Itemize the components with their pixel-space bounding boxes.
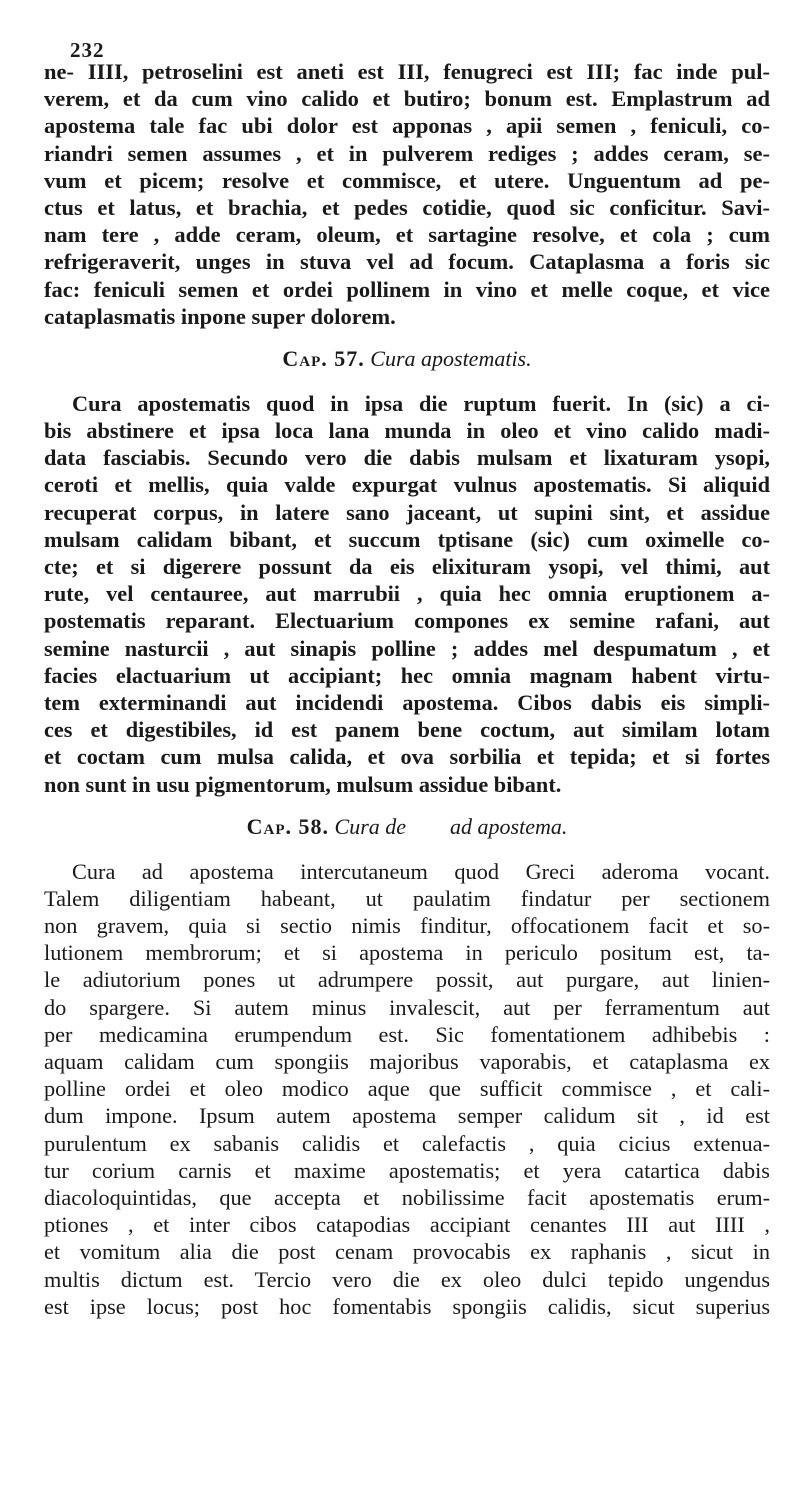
chapter-heading-58: [44, 812, 770, 842]
text-line: cataplasmatis inpone super dolorem.: [44, 303, 396, 329]
paragraph-3: [44, 858, 770, 1320]
chapter-label: Cap. 58.: [246, 813, 330, 839]
text-line: recuperat corpus, in latere sano jaceant, ut supini sint, et assidue: [44, 499, 770, 525]
text-line: polline ordei et oleo modico aque que sufficit commisce , et cali-: [44, 1076, 770, 1102]
text-line: et coctam cum mulsa calida, et ova sorbilia et tepida; et si fortes: [44, 744, 770, 770]
text-line: est ipse locus; post hoc fomentabis spongiis calidis, sicut superius: [44, 1293, 770, 1319]
text-line: semine nasturcii , aut sinapis polline ; addes mel despumatum , et: [44, 635, 770, 661]
text-line: Cura apostematis quod in ipsa die ruptum fuerit. In (sic) a ci-: [72, 390, 770, 416]
text-line: et vomitum alia die post cenam provocabis ex raphanis , sicut in: [44, 1239, 770, 1265]
text-line: vum et picem; resolve et commisce, et utere. Unguentum ad pe-: [44, 167, 770, 193]
text-line: facies elactuarium ut accipiant; hec omnia magnam habent virtu-: [44, 662, 770, 688]
text-line: apostema tale fac ubi dolor est apponas , apii semen , feniculi, co-: [44, 113, 770, 139]
text-line: tem exterminandi aut incidendi apostema. Cibos dabis eis simpli-: [44, 689, 770, 715]
text-line: le adiutorium pones ut adrumpere possit, aut purgare, aut linien-: [44, 967, 770, 993]
text-line: ne- IIII, petroselini est aneti est III, fenugreci est III; fac inde pul-: [44, 59, 770, 84]
text-line: rute, vel centauree, aut marrubii , quia hec omnia eruptionem a-: [44, 581, 770, 607]
paragraph-2: [44, 390, 770, 798]
text-line: non sunt in usu pigmentorum, mulsum assidue bibant.: [44, 771, 562, 797]
chapter-title: Cura de ad apostema.: [334, 813, 568, 839]
text-line: postematis reparant. Electuarium compones ex semine rafani, aut: [44, 608, 770, 634]
text-line: multis dictum est. Tercio vero die ex oleo dulci tepido ungendus: [44, 1266, 770, 1292]
chapter-heading-57: [44, 344, 770, 374]
paragraph-1: [44, 58, 770, 330]
text-line: per medicamina erumpendum est. Sic fomentationem adhibebis :: [44, 1021, 770, 1047]
text-line: non gravem, quia si sectio nimis finditur, offocationem facit et so-: [44, 913, 770, 939]
page-number: 232: [70, 38, 105, 62]
text-line: nam tere , adde ceram, oleum, et sartagine resolve, et cola ; cum: [44, 222, 770, 248]
text-line: lutionem membrorum; et si apostema in periculo positum est, ta-: [44, 940, 770, 966]
text-line: ptiones , et inter cibos catapodias accipiant cenantes III aut IIII ,: [44, 1212, 770, 1238]
text-line: ces et digestibiles, id est panem bene coctum, aut similam lotam: [44, 717, 770, 743]
text-line: ctus et latus, et brachia, et pedes cotidie, quod sic conficitur. Savi-: [44, 194, 770, 220]
text-line: dum impone. Ipsum autem apostema semper calidum sit , id est: [44, 1103, 770, 1129]
text-line: diacoloquintidas, que accepta et nobilissime facit apostematis erum-: [44, 1184, 770, 1210]
text-line: verem, et da cum vino calido et butiro; bonum est. Emplastrum ad: [44, 86, 770, 112]
text-line: aquam calidam cum spongiis majoribus vaporabis, et cataplasma ex: [44, 1049, 770, 1074]
text-line: Cura ad apostema intercutaneum quod Greci aderoma vocant.: [72, 858, 770, 884]
text-line: bis abstinere et ipsa loca lana munda in oleo et vino calido madi-: [44, 418, 770, 444]
text-line: riandri semen assumes , et in pulverem rediges ; addes ceram, se-: [44, 140, 770, 166]
chapter-title: Cura apostematis.: [370, 345, 532, 371]
text-line: refrigeraverit, unges in stuva vel ad focum. Cataplasma a foris sic: [44, 249, 770, 275]
text-line: fac: feniculi semen et ordei pollinem in vino et melle coque, et vice: [44, 276, 770, 302]
text-line: cte; et si digerere possunt da eis elixituram ysopi, vel thimi, aut: [44, 554, 770, 579]
text-line: do spargere. Si autem minus invalescit, aut per ferramentum aut: [44, 994, 770, 1020]
text-line: Talem diligentiam habeant, ut paulatim findatur per sectionem: [44, 885, 770, 911]
text-line: tur corium carnis et maxime apostematis; et yera catartica dabis: [44, 1157, 770, 1183]
text-line: ceroti et mellis, quia valde expurgat vulnus apostematis. Si aliquid: [44, 472, 770, 498]
text-line: data fasciabis. Secundo vero die dabis mulsam et lixaturam ysopi,: [44, 445, 770, 471]
chapter-label: Cap. 57.: [282, 345, 365, 371]
text-line: mulsam calidam bibant, et succum tptisane (sic) cum oximelle co-: [44, 526, 770, 552]
text-line: purulentum ex sabanis calidis et calefactis , quia cicius extenua-: [44, 1130, 770, 1156]
